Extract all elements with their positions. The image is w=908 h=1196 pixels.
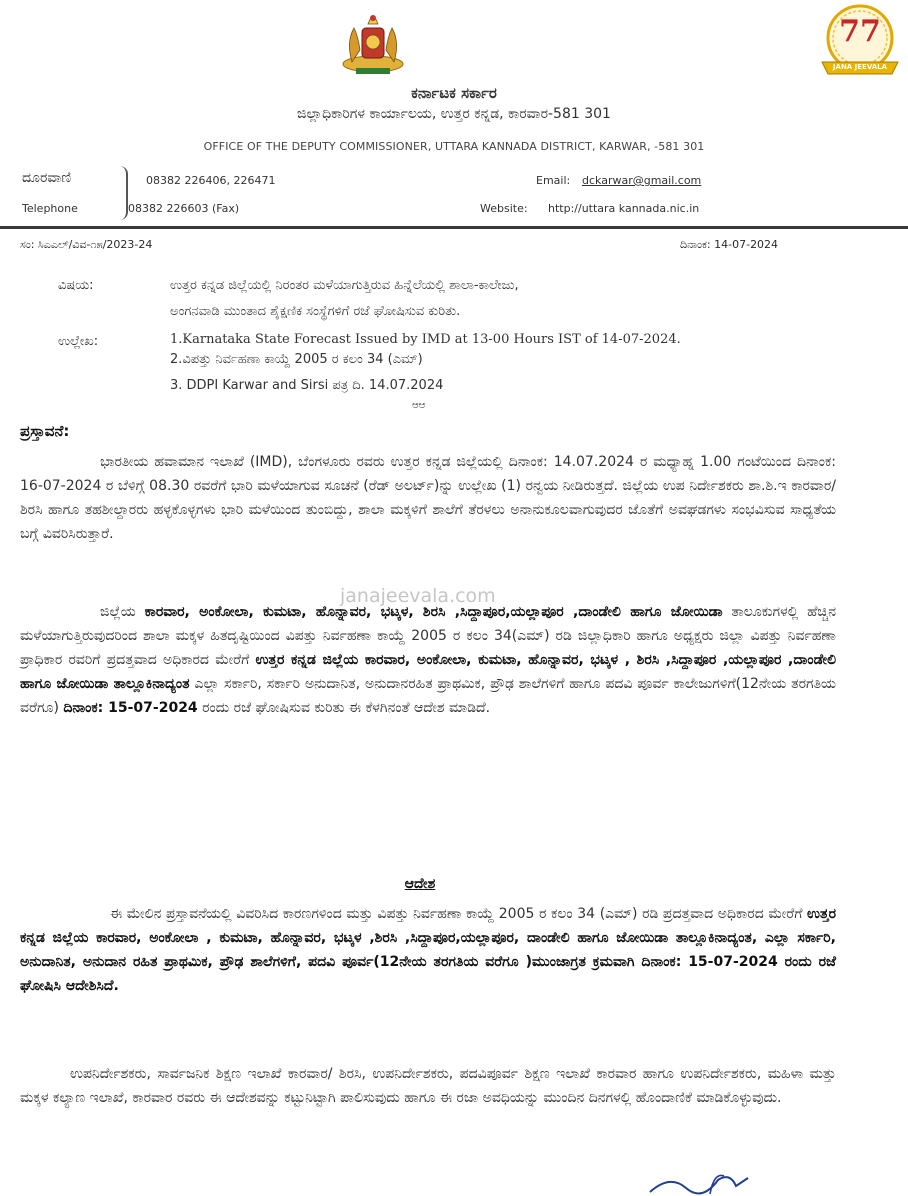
preamble-district-bold: ಉತ್ತರ ಕನ್ನಡ ಜಿಲ್ಲೆಯ ಕಾರವಾರ, ಅಂಕೋಲಾ, ಕುಮಟಾ, ಹೊನ್ನಾವರ, ಭಟ್ಕಳ , ಶಿರಸಿ ,ಸಿದ್ದಾಪೂರ ,ಯಲ್ಲಾಪೂರ ,ದಾಂಡೇಲಿ ಹಾಗೂ ಜೋಯಿಡಾ ತಾಲ್ಲೂಕಿನಾದ್ಯಂತ	[20, 652, 836, 692]
badge-number: 77	[839, 14, 881, 49]
preamble-text-1: ಭಾರತೀಯ ಹವಾಮಾನ ಇಲಾಖೆ (IMD), ಬೆಂಗಳೂರು ರವರು ಉತ್ತರ ಕನ್ನಡ ಜಿಲ್ಲೆಯಲ್ಲಿ ದಿನಾಂಕ: 14.07.2024 ರ ಮಧ್ಯಾಹ್ನ 1.00 ಗಂಟೆಯಿಂದ ದಿನಾಂಕ: 16-07-2024 ರ ಬೆಳಿಗ್ಗೆ 08.30 ರವರೆಗೆ ಭಾರಿ ಮಳೆಯಾಗುವ ಸೂಚನೆ (ರೆಡ್ ಅಲರ್ಟ್)ನ್ನು ಉಲ್ಲೇಖ (1) ರನ್ವಯ ನೀಡಿರುತ್ತದೆ. ಜಿಲ್ಲೆಯ ಉಪ ನಿರ್ದೇಶಕರು ಶಾ.ಶಿ.ಇ ಕಾರವಾರ/ಶಿರಸಿ ಹಾಗೂ ತಹಶೀಲ್ದಾರರು ಹಳ್ಳಕೊಳ್ಳಗಳು ಭಾರಿ ಮಳೆಯಿಂದ ತುಂಬಿದ್ದು, ಶಾಲಾ ಮಕ್ಕಳಿಗೆ ಶಾಲೆಗೆ ತೆರಳಲು ಅನಾನುಕೂಲವಾಗುವುದರ ಜೊತೆಗೆ ಅವಘಡಗಳು ಸಂಭವಿಸುವ ಸಾಧ್ಯತೆಯ ಬಗ್ಗೆ ವಿವರಿಸಿರುತ್ತಾರೆ.	[20, 454, 836, 542]
preamble-heading: ಪ್ರಸ್ತಾವನೆ:	[20, 422, 70, 440]
signature-icon	[640, 1168, 760, 1196]
preamble-text-2e: ಎಲ್ಲಾ ಸರ್ಕಾರಿ, ಸರ್ಕಾರಿ ಅನುದಾನಿತ, ಅನುದಾನರಹಿತ ಪ್ರಾಥಮಿಕ, ಪ್ರೌಢ ಶಾಲೆಗಳಿಗೆ ಹಾಗೂ ಪದವಿ ಪೂರ್ವ ಕಾಲೇಜುಗಳಿಗೆ(12ನೇಯ ತರಗತಿಯ ವರೆಗೂ)	[20, 676, 836, 716]
subject-label: ವಿಷಯ:	[58, 278, 94, 293]
preamble-text-2c: ತಾಲೂಕುಗಳಲ್ಲಿ ಹೆಚ್ಚಿನ ಮಳೆಯಾಗುತ್ತಿರುವುದರಿಂದ ಶಾಲಾ ಮಕ್ಕಳ ಹಿತದೃಷ್ಟಿಯಿಂದ ವಿಪತ್ತು ನಿರ್ವಹಣಾ ಕಾಯ್ದೆ 2005 ರ ಕಲಂ 34(ಎಮ್) ರಡಿ ಜಿಲ್ಲಾಧಿಕಾರಿ ಹಾಗೂ ಅಧ್ಯಕ್ಷರು ಜಿಲ್ಲಾ ವಿಪತ್ತು ನಿರ್ವಹಣಾ ಪ್ರಾಧಿಕಾರ ರವರಿಗೆ ಪ್ರದತ್ತವಾದ ಅಧಿಕಾರದ ಮೇರೆಗೆ	[20, 604, 836, 668]
badge-text: JANA JEEVALA	[832, 63, 888, 71]
order-text-2: ಉಪನಿರ್ದೇಶಕರು, ಸಾರ್ವಜನಿಕ ಶಿಕ್ಷಣ ಇಲಾಖೆ ಕಾರವಾರ/ ಶಿರಸಿ, ಉಪನಿರ್ದೇಶಕರು, ಪದವಿಪೂರ್ವ ಶಿಕ್ಷಣ ಇಲಾಖೆ ಕಾರವಾರ ಹಾಗೂ ಉಪನಿರ್ದೇಶಕರು, ಮಹಿಳಾ ಮತ್ತು ಮಕ್ಕಳ ಕಲ್ಯಾಣ ಇಲಾಖೆ, ಕಾರವಾರ ರವರು ಈ ಆದೇಶವನ್ನು ಕಟ್ಟುನಿಟ್ಟಾಗಿ ಪಾಲಿಸುವುದು ಹಾಗೂ ಈ ರಜಾ ಅವಧಿಯನ್ನು ಮುಂದಿನ ದಿನಗಳಲ್ಲಿ ಹೊಂದಾಣಿಕೆ ಮಾಡಿಕೊಳ್ಳುವುದು.	[20, 1066, 836, 1106]
anniversary-badge	[816, 2, 904, 82]
email-address[interactable]: dckarwar@gmail.com	[582, 174, 702, 187]
email-label: Email:	[536, 174, 571, 187]
brace-divider	[116, 166, 128, 220]
phone-numbers: 08382 226406, 226471	[146, 174, 276, 187]
references-label: ಉಲ್ಲೇಖ:	[58, 334, 99, 349]
website-label: Website:	[480, 202, 528, 215]
phone-label-english: Telephone	[22, 202, 78, 215]
header-rule	[0, 226, 908, 229]
reference-1: 1.Karnataka State Forecast Issued by IMD at 13-00 Hours IST of 14-07-2024.	[170, 332, 681, 347]
fax-number: 08382 226603 (Fax)	[128, 202, 240, 215]
karnataka-emblem-icon	[340, 6, 406, 80]
watermark-text: janajeevala.com	[340, 585, 496, 607]
order-text-1a: ಈ ಮೇಲಿನ ಪ್ರಸ್ತಾವನೆಯಲ್ಲಿ ವಿವರಿಸಿದ ಕಾರಣಗಳಿಂದ ಮತ್ತು ವಿಪತ್ತು ನಿರ್ವಹಣಾ ಕಾಯ್ದೆ 2005 ರ ಕಲಂ 34 (ಎಮ್) ರಡಿ ಪ್ರದತ್ತವಾದ ಅಧಿಕಾರದ ಮೇರೆಗೆ	[110, 906, 808, 922]
preamble-paragraph-2	[20, 600, 836, 720]
document-date: ದಿನಾಂಕ: 14-07-2024	[680, 238, 779, 251]
preamble-text-2g: ರಂದು ರಜೆ ಘೋಷಿಸುವ ಕುರಿತು ಈ ಕೆಳಗಿನಂತೆ ಆದೇಶ ಮಾಡಿದೆ.	[197, 700, 491, 716]
government-title: ಕರ್ನಾಟಕ ಸರ್ಕಾರ	[411, 84, 497, 102]
phone-label-kannada: ದೂರವಾಣಿ	[22, 170, 72, 186]
order-heading: ಆದೇಶ	[404, 876, 436, 892]
reference-2: 2.ವಿಪತ್ತು ನಿರ್ವಹಣಾ ಕಾಯ್ದೆ 2005 ರ ಕಲಂ 34 (ಎಮ್)	[170, 352, 423, 367]
preamble-holiday-date: ದಿನಾಂಕ: 15-07-2024	[63, 700, 198, 716]
order-text-bold: ಉತ್ತರ ಕನ್ನಡ ಜಿಲ್ಲೆಯ ಕಾರವಾರ, ಅಂಕೋಲಾ , ಕುಮಟಾ, ಹೊನ್ನಾವರ, ಭಟ್ಕಳ ,ಶಿರಸಿ ,ಸಿದ್ದಾಪೂರ,ಯಲ್ಲಾಪೂರ, ದಾಂಡೇಲಿ ಹಾಗೂ ಜೋಯಿಡಾ ತಾಲ್ಲೂಕಿನಾದ್ಯಂತ, ಎಲ್ಲಾ ಸರ್ಕಾರಿ, ಅನುದಾನಿತ, ಅನುದಾನ ರಹಿತ ಪ್ರಾಥಮಿಕ, ಪ್ರೌಢ ಶಾಲೆಗಳಿಗೆ, ಪದವಿ ಪೂರ್ವ(12ನೇಯ ತರಗತಿಯ ವರೆಗೂ )ಮುಂಜಾಗ್ರತ ಕ್ರಮವಾಗಿ ದಿನಾಂಕ: 15-07-2024 ರಂದು ರಜೆ ಘೋಷಿಸಿ ಆದೇಶಿಸಿದೆ.	[20, 906, 836, 994]
order-paragraph-1	[20, 902, 836, 998]
reference-3: 3. DDPI Karwar and Sirsi ಪತ್ರ ದಿ. 14.07.2024	[170, 378, 444, 393]
office-title-kannada: ಜಿಲ್ಲಾಧಿಕಾರಿಗಳ ಕಾರ್ಯಾಲಯ, ಉತ್ತರ ಕನ್ನಡ, ಕಾರವಾರ-581 301	[297, 106, 611, 122]
section-separator: ಆಆ	[412, 400, 426, 411]
subject-line-1: ಉತ್ತರ ಕನ್ನಡ ಜಿಲ್ಲೆಯಲ್ಲಿ ನಿರಂತರ ಮಳೆಯಾಗುತ್ತಿರುವ ಹಿನ್ನೆಲೆಯಲ್ಲಿ ಶಾಲಾ-ಕಾಲೇಜು,	[170, 278, 519, 293]
order-paragraph-2	[20, 1062, 836, 1110]
preamble-text-2a: ಜಿಲ್ಲೆಯ	[100, 604, 145, 620]
reference-number: ಸಂ: ಸಿಎಎಲ್/ವಿವ-೧೫/2023-24	[20, 238, 153, 251]
website-address[interactable]: http://uttara kannada.nic.in	[548, 202, 700, 215]
subject-line-2: ಅಂಗನವಾಡಿ ಮುಂತಾದ ಶೈಕ್ಷಣಿಕ ಸಂಸ್ಥೆಗಳಿಗೆ ರಜೆ ಘೋಷಿಸುವ ಕುರಿತು.	[170, 304, 461, 319]
preamble-paragraph-1	[20, 450, 836, 546]
office-title-english: OFFICE OF THE DEPUTY COMMISSIONER, UTTARA KANNADA DISTRICT, KARWAR, -581 301	[203, 140, 705, 153]
preamble-taluks-bold: ಕಾರವಾರ, ಅಂಕೋಲಾ, ಕುಮಟಾ, ಹೊನ್ನಾವರ, ಭಟ್ಕಳ, ಶಿರಸಿ ,ಸಿದ್ದಾಪೂರ,ಯಲ್ಲಾಪೂರ ,ದಾಂಡೇಲಿ ಹಾಗೂ ಜೋಯಿಡಾ	[144, 604, 723, 620]
